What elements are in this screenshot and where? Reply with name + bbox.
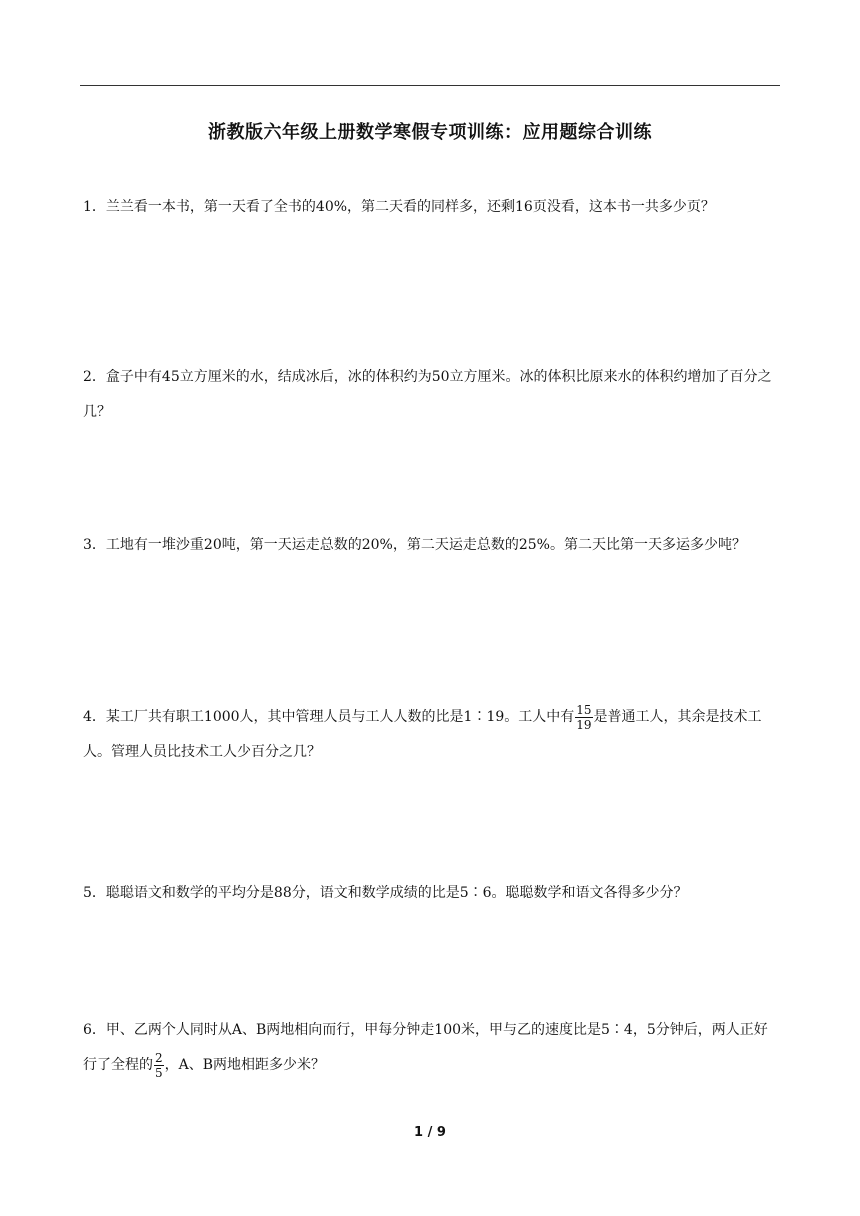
question-6-text-end: ，A、B两地相距多少米？ bbox=[164, 1057, 326, 1073]
question-4-text-start: 4．某工厂共有职工1000人，其中管理人员与工人人数的比是1∶19。工人中有 bbox=[83, 709, 575, 725]
question-6-text-start: 6．甲、乙两个人同时从A、B两地相向而行，甲每分钟走100米，甲与乙的速度比是5∶4，5分钟后，两人正好行了全程的 bbox=[83, 1022, 768, 1073]
question-1: 1．兰兰看一本书，第一天看了全书的40%，第二天看的同样多，还剩16页没看，这本书一共多少页？ bbox=[83, 199, 715, 215]
question-2: 2．盒子中有45立方厘米的水，结成冰后，冰的体积约为50立方厘米。冰的体积比原来水的体积约增加了百分之几？ bbox=[83, 369, 772, 420]
page-number: 1 / 9 bbox=[414, 1125, 446, 1140]
question-3: 3．工地有一堆沙重20吨，第一天运走总数的20%，第二天运走总数的25%。第二天比第一天多运多少吨？ bbox=[83, 537, 746, 553]
fraction-numerator: 15 bbox=[576, 702, 592, 717]
fraction-denominator: 19 bbox=[576, 717, 592, 732]
question-4 bbox=[83, 700, 780, 770]
question-4-text-end: 是普通工人，其余是技术工人。管理人员比技术工人少百分之几？ bbox=[83, 709, 762, 760]
fraction-15-19 bbox=[575, 704, 592, 731]
fraction-numerator: 2 bbox=[155, 1050, 163, 1065]
question-5: 5．聪聪语文和数学的平均分是88分，语文和数学成绩的比是5∶6。聪聪数学和语文各得多少分？ bbox=[83, 885, 688, 901]
fraction-denominator: 5 bbox=[155, 1065, 163, 1080]
page-title: 浙教版六年级上册数学寒假专项训练：应用题综合训练 bbox=[208, 122, 652, 143]
question-6 bbox=[83, 1013, 780, 1083]
header-rule bbox=[80, 85, 780, 86]
fraction-2-5 bbox=[154, 1052, 164, 1079]
